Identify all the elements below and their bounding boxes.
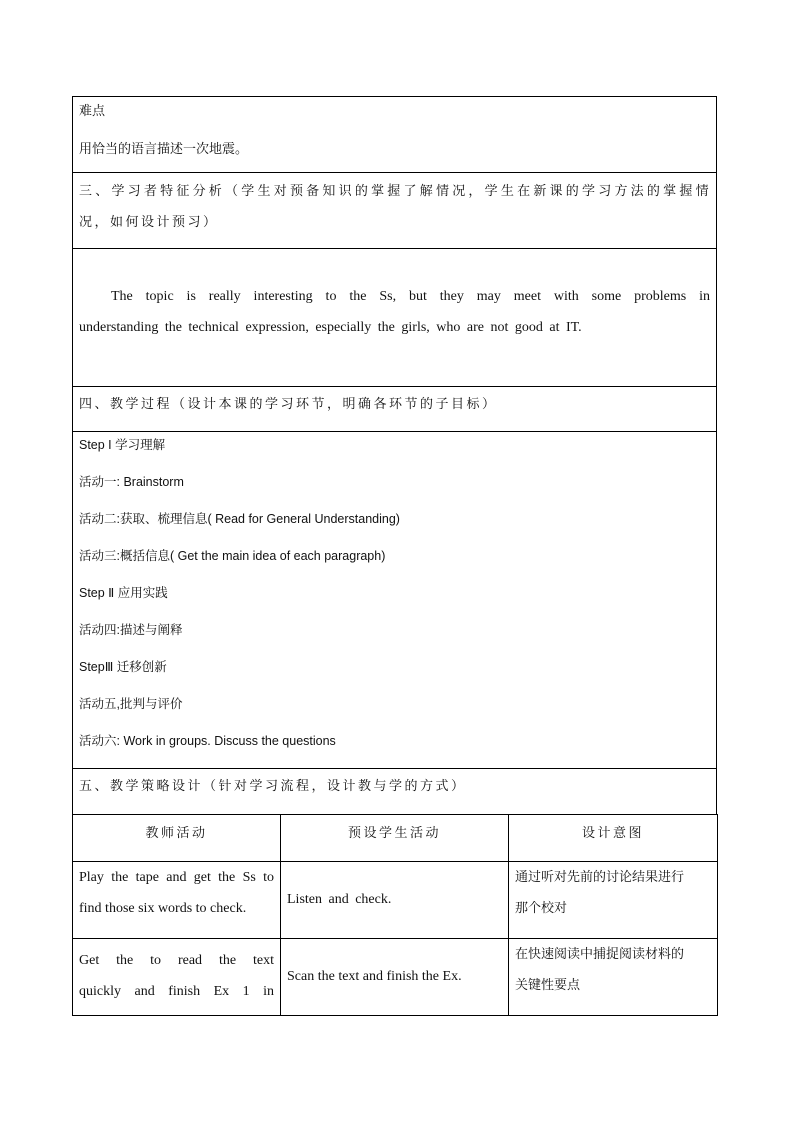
section3-paragraph-line1: The topic is really interesting to the Ss, but they may meet with some problems in: [111, 289, 710, 304]
difficulty-heading: 难点: [79, 104, 106, 119]
header-intent-label: 设计意图: [581, 826, 644, 841]
section5-title-cell: [73, 769, 717, 815]
section4-title: 四、教学过程（设计本课的学习环节，明确各环节的子目标）: [79, 397, 498, 412]
row2-intent-line2: 关键性要点: [515, 978, 581, 993]
row1-intent-line1: 通过听对先前的讨论结果进行: [515, 870, 685, 885]
difficulty-row: [73, 97, 717, 173]
section3-title-cell: [73, 173, 717, 249]
section3-title-row: [73, 173, 717, 249]
section5-title: 五、教学策略设计（针对学习流程，设计教与学的方式）: [79, 779, 467, 794]
step-3: StepⅢ 迁移创新: [79, 660, 167, 674]
strategy-table: [72, 814, 718, 1016]
strategy-row-1: [73, 862, 718, 939]
section5-title-row: [73, 769, 717, 815]
header-student-label: 预设学生活动: [347, 826, 441, 841]
step-1: Step I 学习理解: [79, 438, 166, 452]
lesson-plan-page: [72, 96, 717, 1016]
section3-paragraph-line2: understanding the technical expression, especially the girls, who are not good at IT.: [79, 320, 582, 335]
difficulty-content: 用恰当的语言描述一次地震。: [79, 142, 249, 157]
activity-2: 活动二:获取、梳理信息( Read for General Understanding): [79, 512, 400, 526]
row2-student-cell: [281, 939, 509, 1016]
header-teacher-activity: [73, 815, 281, 862]
steps-list: [79, 432, 710, 768]
row1-teacher-cell: [73, 862, 281, 939]
step-2: Step Ⅱ 应用实践: [79, 586, 168, 600]
activity-6: 活动六: Work in groups. Discuss the questions: [79, 734, 336, 748]
header-student-activity: [281, 815, 509, 862]
section4-title-row: [73, 387, 717, 432]
activity-3: 活动三:概括信息( Get the main idea of each paragraph): [79, 549, 386, 563]
row1-teacher-line2: find those six words to check.: [79, 901, 247, 916]
header-design-intent: [509, 815, 718, 862]
activity-1: 活动一: Brainstorm: [79, 475, 184, 489]
row2-intent-line1: 在快速阅读中捕捉阅读材料的: [515, 947, 685, 962]
section4-steps-cell: [73, 432, 717, 769]
activity-4: 活动四:描述与阐释: [79, 623, 183, 637]
strategy-header-row: [73, 815, 718, 862]
lesson-plan-table-upper: [72, 96, 717, 815]
difficulty-cell: [73, 97, 717, 173]
section3-content-row: [73, 249, 717, 387]
row2-student-text: Scan the text and finish the Ex.: [287, 969, 462, 984]
row2-teacher-line2: quickly and finish Ex 1 in: [79, 984, 274, 999]
section3-title-line1: 三、学习者特征分析（学生对预备知识的掌握了解情况，学生在新课的学习方法的掌握情: [79, 184, 710, 199]
row1-teacher-line1: Play the tape and get the Ss to: [79, 870, 274, 885]
row2-intent-cell: [509, 939, 718, 1016]
activity-5: 活动五,批判与评价: [79, 697, 183, 711]
row1-intent-line2: 那个校对: [515, 901, 568, 916]
row2-teacher-cell: [73, 939, 281, 1016]
section4-title-cell: [73, 387, 717, 432]
strategy-row-2: [73, 939, 718, 1016]
header-teacher-label: 教师活动: [145, 826, 208, 841]
row1-student-cell: [281, 862, 509, 939]
section4-steps-row: [73, 432, 717, 769]
row2-teacher-line1: Get the to read the text: [79, 953, 274, 968]
row1-intent-cell: [509, 862, 718, 939]
section3-title-line2: 况，如何设计预习）: [79, 215, 219, 230]
section3-content-cell: [73, 249, 717, 387]
row1-student-text: Listen and check.: [287, 892, 392, 907]
